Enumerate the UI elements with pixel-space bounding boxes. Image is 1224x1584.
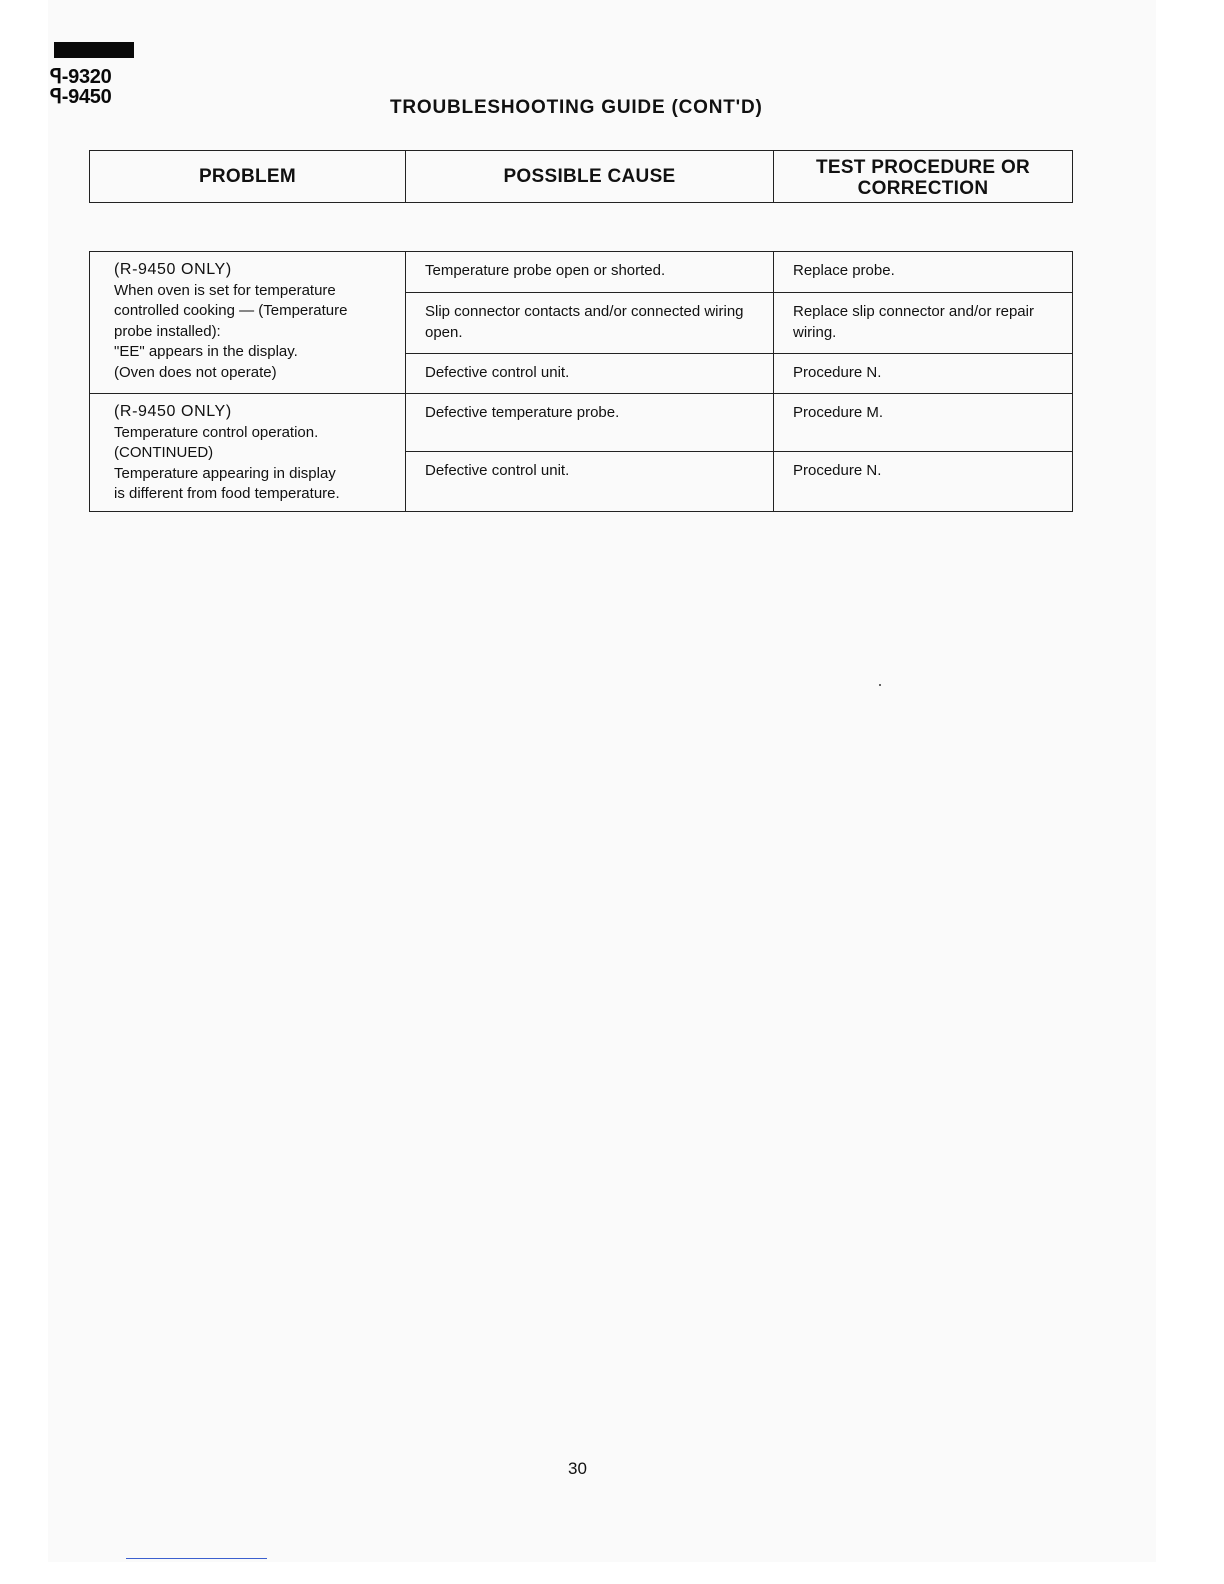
column-header-problem: PROBLEM xyxy=(90,151,406,203)
cause-text: Defective control unit. xyxy=(425,364,570,381)
column-header-test-procedure xyxy=(774,151,1073,203)
problem-line: (CONTINUED) xyxy=(114,444,214,461)
correction-cell xyxy=(774,452,1073,512)
cause-text: Defective control unit. xyxy=(425,462,570,479)
cause-cell xyxy=(406,354,774,394)
correction-text: Replace slip connector and/or repair wiring. xyxy=(793,303,1034,341)
cause-text: Defective temperature probe. xyxy=(425,404,620,421)
cause-text: Slip connector contacts and/or connected wiring open. xyxy=(425,303,744,341)
problem-line: controlled cooking — (Temperature xyxy=(114,302,348,319)
problem-line: (Oven does not operate) xyxy=(114,363,277,381)
document-page xyxy=(48,0,1156,1562)
cause-cell xyxy=(406,394,774,452)
bottom-underline xyxy=(126,1558,267,1559)
problem-line: (R-9450 ONLY) xyxy=(114,261,232,278)
problem-line: Temperature control operation. xyxy=(114,423,319,441)
table-row xyxy=(90,394,1073,452)
correction-cell xyxy=(774,394,1073,452)
problem-line: (R-9450 ONLY) xyxy=(114,403,232,420)
troubleshooting-table xyxy=(89,251,1073,512)
correction-cell xyxy=(774,293,1073,354)
problem-line: "EE" appears in the display. xyxy=(114,343,298,360)
scan-speck xyxy=(879,684,881,686)
problem-line: is different from food temperature. xyxy=(114,485,340,502)
model-number: ꟼ-9450 xyxy=(50,86,112,108)
page-title: TROUBLESHOOTING GUIDE (CONT'D) xyxy=(390,97,763,118)
cause-cell xyxy=(406,452,774,512)
cause-text: Temperature probe open or shorted. xyxy=(425,262,666,279)
correction-text: Replace probe. xyxy=(793,262,895,279)
problem-line: probe installed): xyxy=(114,322,221,340)
problem-cell xyxy=(90,394,406,512)
header-bar xyxy=(54,42,134,58)
column-header-line: CORRECTION xyxy=(857,177,989,199)
correction-cell xyxy=(774,354,1073,394)
model-number: ꟼ-9320 xyxy=(50,66,112,88)
cause-cell xyxy=(406,252,774,293)
problem-line: When oven is set for temperature xyxy=(114,281,336,299)
correction-text: Procedure N. xyxy=(793,462,882,479)
column-header-possible-cause: POSSIBLE CAUSE xyxy=(406,151,774,203)
problem-line: Temperature appearing in display xyxy=(114,464,336,482)
correction-text: Procedure N. xyxy=(793,364,882,381)
problem-cell xyxy=(90,252,406,394)
page-number: 30 xyxy=(568,1459,587,1478)
correction-text: Procedure M. xyxy=(793,404,884,421)
correction-cell xyxy=(774,252,1073,293)
table-row xyxy=(90,252,1073,293)
column-header-line: TEST PROCEDURE OR xyxy=(815,156,1031,178)
table-header xyxy=(89,150,1073,203)
cause-cell xyxy=(406,293,774,354)
